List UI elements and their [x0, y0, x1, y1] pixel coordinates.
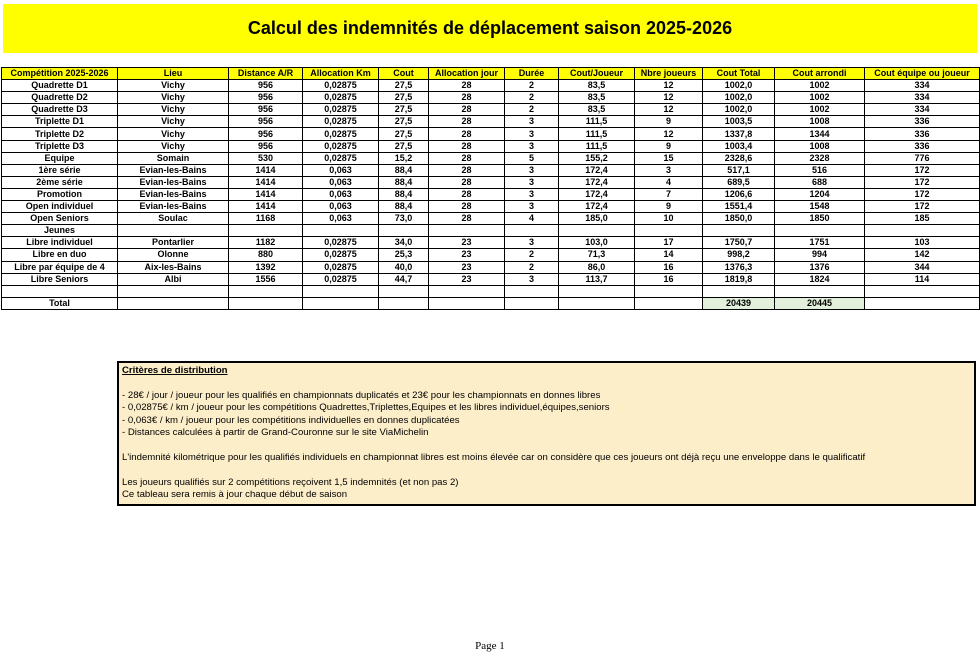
- table-cell: 28: [429, 152, 505, 164]
- criteria-footer-line: Les joueurs qualifiés sur 2 compétitions reçoivent 1,5 indemnités (et non pas 2): [122, 476, 459, 488]
- table-row: [2, 285, 980, 297]
- table-cell: 9: [635, 140, 703, 152]
- table-cell: 4: [635, 176, 703, 188]
- table-cell: [429, 285, 505, 297]
- table-cell: 1002,0: [703, 104, 775, 116]
- table-cell: Vichy: [118, 128, 229, 140]
- table-cell: Vichy: [118, 116, 229, 128]
- table-cell: Quadrette D1: [2, 80, 118, 92]
- table-cell: [429, 225, 505, 237]
- table-cell: 172: [865, 176, 980, 188]
- column-header: Allocation Km: [303, 68, 379, 80]
- table-cell: 2: [505, 104, 559, 116]
- table-cell: 688: [775, 176, 865, 188]
- table-cell: 1556: [229, 273, 303, 285]
- table-cell: 1750,7: [703, 237, 775, 249]
- table-row: [2, 237, 980, 249]
- table-cell: 28: [429, 176, 505, 188]
- total-cout: 20439: [703, 297, 775, 309]
- table-cell: 88,4: [379, 176, 429, 188]
- table-cell: 336: [865, 128, 980, 140]
- table-cell: 2328,6: [703, 152, 775, 164]
- table-cell: 956: [229, 128, 303, 140]
- table-cell: [118, 285, 229, 297]
- table-cell: 956: [229, 92, 303, 104]
- table-cell: 0,02875: [303, 273, 379, 285]
- table-cell: 530: [229, 152, 303, 164]
- table-cell: 1414: [229, 164, 303, 176]
- table-cell: 28: [429, 201, 505, 213]
- table-cell: 23: [429, 249, 505, 261]
- table-row: [2, 104, 980, 116]
- table-cell: 1824: [775, 273, 865, 285]
- table-cell: 4: [505, 213, 559, 225]
- table-cell: 1206,6: [703, 188, 775, 200]
- table-cell: 336: [865, 140, 980, 152]
- table-cell: 0,02875: [303, 92, 379, 104]
- table-cell: 9: [635, 201, 703, 213]
- table-cell: 334: [865, 92, 980, 104]
- criteria-line: - 0,063€ / km / joueur pour les compétitions individuelles en donnes duplicatées: [122, 414, 460, 426]
- table-cell: 1002,0: [703, 80, 775, 92]
- table-cell: 3: [505, 201, 559, 213]
- table-cell: 28: [429, 128, 505, 140]
- table-cell: Promotion: [2, 188, 118, 200]
- table-cell: 1850: [775, 213, 865, 225]
- table-cell: 1008: [775, 140, 865, 152]
- column-header: Cout/Joueur: [559, 68, 635, 80]
- table-cell: 3: [505, 188, 559, 200]
- table-row: [2, 213, 980, 225]
- indemnites-table: [1, 67, 980, 310]
- table-cell: [703, 285, 775, 297]
- table-cell: 103,0: [559, 237, 635, 249]
- table-cell: Evian-les-Bains: [118, 176, 229, 188]
- table-cell: 111,5: [559, 128, 635, 140]
- table-cell: 7: [635, 188, 703, 200]
- table-cell: 2ème série: [2, 176, 118, 188]
- table-row: [2, 176, 980, 188]
- table-header-row: [2, 68, 980, 80]
- table-cell: 155,2: [559, 152, 635, 164]
- column-header: Distance A/R: [229, 68, 303, 80]
- table-cell: 142: [865, 249, 980, 261]
- table-cell: 689,5: [703, 176, 775, 188]
- table-cell: 1002: [775, 92, 865, 104]
- total-label: Total: [2, 297, 118, 309]
- table-cell: Equipe: [2, 152, 118, 164]
- table-cell: Albi: [118, 273, 229, 285]
- table-cell: 776: [865, 152, 980, 164]
- table-cell: Triplette D2: [2, 128, 118, 140]
- total-row: [2, 297, 980, 309]
- table-cell: 28: [429, 92, 505, 104]
- table-cell: 28: [429, 213, 505, 225]
- table-cell: 956: [229, 104, 303, 116]
- title-banner: [3, 4, 977, 53]
- table-cell: Pontarlier: [118, 237, 229, 249]
- table-cell: 2328: [775, 152, 865, 164]
- table-cell: 1ère série: [2, 164, 118, 176]
- table-cell: 83,5: [559, 104, 635, 116]
- table-cell: 73,0: [379, 213, 429, 225]
- table-cell: 28: [429, 188, 505, 200]
- table-cell: 71,3: [559, 249, 635, 261]
- table-cell: 172: [865, 188, 980, 200]
- table-cell: 3: [505, 273, 559, 285]
- column-header: Cout équipe ou joueur: [865, 68, 980, 80]
- table-cell: 0,063: [303, 188, 379, 200]
- table-cell: Quadrette D2: [2, 92, 118, 104]
- table-cell: [703, 225, 775, 237]
- table-cell: [775, 225, 865, 237]
- table-cell: Evian-les-Bains: [118, 188, 229, 200]
- table-cell: 3: [505, 128, 559, 140]
- table-cell: 1003,5: [703, 116, 775, 128]
- table-body: [2, 80, 980, 298]
- column-header: Durée: [505, 68, 559, 80]
- criteria-line: - 28€ / jour / joueur pour les qualifiés en championnats duplicatés et 23€ pour les championnats en donnes libres: [122, 389, 601, 401]
- table-cell: [379, 225, 429, 237]
- table-cell: 1002: [775, 104, 865, 116]
- table-cell: 956: [229, 140, 303, 152]
- table-cell: 28: [429, 80, 505, 92]
- table-row: [2, 80, 980, 92]
- table-cell: 1548: [775, 201, 865, 213]
- table-cell: 334: [865, 80, 980, 92]
- table-row: [2, 164, 980, 176]
- table-cell: Triplette D3: [2, 140, 118, 152]
- table-cell: Quadrette D3: [2, 104, 118, 116]
- table-cell: Vichy: [118, 80, 229, 92]
- table-cell: 172,4: [559, 201, 635, 213]
- column-header: Compétition 2025-2026: [2, 68, 118, 80]
- table-cell: 998,2: [703, 249, 775, 261]
- table-cell: [635, 285, 703, 297]
- table-cell: 185,0: [559, 213, 635, 225]
- table-cell: 88,4: [379, 188, 429, 200]
- table-cell: 994: [775, 249, 865, 261]
- table-cell: 23: [429, 273, 505, 285]
- page-number: Page 1: [475, 640, 505, 652]
- table-cell: 27,5: [379, 80, 429, 92]
- table-cell: 1003,4: [703, 140, 775, 152]
- table-cell: 1392: [229, 261, 303, 273]
- table-cell: [865, 225, 980, 237]
- table-cell: 0,02875: [303, 80, 379, 92]
- table-cell: Olonne: [118, 249, 229, 261]
- table-cell: [2, 285, 118, 297]
- table-row: [2, 261, 980, 273]
- table-cell: 103: [865, 237, 980, 249]
- table-cell: Libre individuel: [2, 237, 118, 249]
- table-cell: 0,02875: [303, 104, 379, 116]
- criteria-title: Critères de distribution: [122, 365, 228, 376]
- table-cell: Libre par équipe de 4: [2, 261, 118, 273]
- table-cell: 17: [635, 237, 703, 249]
- table-cell: [379, 285, 429, 297]
- table-row: [2, 188, 980, 200]
- table-row: [2, 128, 980, 140]
- table-cell: 27,5: [379, 116, 429, 128]
- table-cell: 0,063: [303, 201, 379, 213]
- table-cell: Libre Seniors: [2, 273, 118, 285]
- table-cell: 12: [635, 92, 703, 104]
- table-cell: 0,02875: [303, 249, 379, 261]
- table-cell: 172,4: [559, 164, 635, 176]
- table-cell: 3: [505, 176, 559, 188]
- column-header: Cout Total: [703, 68, 775, 80]
- table-cell: [229, 285, 303, 297]
- table-cell: [118, 225, 229, 237]
- table-cell: 16: [635, 273, 703, 285]
- table-cell: 28: [429, 116, 505, 128]
- table-cell: 517,1: [703, 164, 775, 176]
- table-cell: Libre en duo: [2, 249, 118, 261]
- table-cell: Jeunes: [2, 225, 118, 237]
- column-header: Lieu: [118, 68, 229, 80]
- table-cell: 3: [635, 164, 703, 176]
- table-cell: 3: [505, 140, 559, 152]
- criteria-footer-line: Ce tableau sera remis à jour chaque début de saison: [122, 489, 348, 501]
- table-cell: 3: [505, 116, 559, 128]
- column-header: Nbre joueurs: [635, 68, 703, 80]
- table-cell: 0,02875: [303, 152, 379, 164]
- table-cell: 172,4: [559, 188, 635, 200]
- table-cell: 28: [429, 104, 505, 116]
- table-cell: 44,7: [379, 273, 429, 285]
- table-cell: 956: [229, 116, 303, 128]
- table-cell: 172,4: [559, 176, 635, 188]
- table-cell: 27,5: [379, 140, 429, 152]
- table-cell: 88,4: [379, 164, 429, 176]
- table-cell: 0,063: [303, 213, 379, 225]
- table-cell: 0,02875: [303, 237, 379, 249]
- table-cell: Open individuel: [2, 201, 118, 213]
- table-cell: 27,5: [379, 128, 429, 140]
- table-cell: 1002: [775, 80, 865, 92]
- table-cell: Somain: [118, 152, 229, 164]
- table-cell: 0,063: [303, 164, 379, 176]
- table-cell: 16: [635, 261, 703, 273]
- table-cell: 86,0: [559, 261, 635, 273]
- table-cell: 344: [865, 261, 980, 273]
- table-cell: [775, 285, 865, 297]
- table-cell: 88,4: [379, 201, 429, 213]
- table-cell: 12: [635, 128, 703, 140]
- table-cell: 10: [635, 213, 703, 225]
- table-cell: 1182: [229, 237, 303, 249]
- table-cell: 2: [505, 80, 559, 92]
- table-cell: 34,0: [379, 237, 429, 249]
- table-cell: 516: [775, 164, 865, 176]
- table-cell: 114: [865, 273, 980, 285]
- table-cell: 12: [635, 104, 703, 116]
- table-cell: 2: [505, 92, 559, 104]
- table-cell: 334: [865, 104, 980, 116]
- table-cell: 172: [865, 164, 980, 176]
- table-cell: 9: [635, 116, 703, 128]
- table-row: [2, 152, 980, 164]
- table-cell: 1819,8: [703, 273, 775, 285]
- table-cell: 1850,0: [703, 213, 775, 225]
- criteria-box: [117, 361, 976, 506]
- page-title: Calcul des indemnités de déplacement saison 2025-2026: [247, 18, 733, 38]
- table-cell: [505, 225, 559, 237]
- table-row: [2, 140, 980, 152]
- table-cell: 2: [505, 261, 559, 273]
- column-header: Cout: [379, 68, 429, 80]
- column-header: Allocation jour: [429, 68, 505, 80]
- criteria-line: - 0,02875€ / km / joueur pour les compétitions Quadrettes,Triplettes,Equipes et les libres individuel,équipes,seniors: [122, 402, 610, 414]
- table-cell: [559, 285, 635, 297]
- table-cell: 83,5: [559, 80, 635, 92]
- table-cell: 5: [505, 152, 559, 164]
- table-cell: 336: [865, 116, 980, 128]
- table-cell: 1002,0: [703, 92, 775, 104]
- table-cell: [303, 285, 379, 297]
- table-cell: 1344: [775, 128, 865, 140]
- table-cell: 1414: [229, 201, 303, 213]
- table-cell: 1751: [775, 237, 865, 249]
- column-header: Cout arrondi: [775, 68, 865, 80]
- table-cell: 1414: [229, 176, 303, 188]
- table-row: [2, 201, 980, 213]
- table-cell: Evian-les-Bains: [118, 201, 229, 213]
- table-cell: 1337,8: [703, 128, 775, 140]
- table-cell: 3: [505, 237, 559, 249]
- table-cell: [635, 225, 703, 237]
- table-cell: 880: [229, 249, 303, 261]
- table-cell: 185: [865, 213, 980, 225]
- table-cell: [303, 225, 379, 237]
- table-cell: 15: [635, 152, 703, 164]
- table-cell: [505, 285, 559, 297]
- table-cell: 2: [505, 249, 559, 261]
- table-row: [2, 225, 980, 237]
- table-cell: 40,0: [379, 261, 429, 273]
- table-cell: [865, 285, 980, 297]
- table-cell: 1414: [229, 188, 303, 200]
- table-cell: 83,5: [559, 92, 635, 104]
- table-cell: 27,5: [379, 104, 429, 116]
- table-cell: 0,02875: [303, 140, 379, 152]
- table-cell: Vichy: [118, 92, 229, 104]
- table-cell: Soulac: [118, 213, 229, 225]
- table-cell: 27,5: [379, 92, 429, 104]
- table-cell: [559, 225, 635, 237]
- table-cell: 1551,4: [703, 201, 775, 213]
- criteria-line: - Distances calculées à partir de Grand-Couronne sur le site ViaMichelin: [122, 427, 429, 439]
- table-cell: 14: [635, 249, 703, 261]
- table-cell: 0,02875: [303, 261, 379, 273]
- table-cell: 1008: [775, 116, 865, 128]
- table-cell: Vichy: [118, 104, 229, 116]
- table-cell: Open Seniors: [2, 213, 118, 225]
- table-cell: 111,5: [559, 140, 635, 152]
- table-cell: [229, 225, 303, 237]
- table-cell: 1168: [229, 213, 303, 225]
- criteria-note: L'indemnité kilométrique pour les qualifiés individuels en championnat libres est moins élevée car on considère que ces joueurs ont déjà reçu une enveloppe dans le qualificatif: [122, 451, 866, 463]
- table-cell: 12: [635, 80, 703, 92]
- table-cell: 1376,3: [703, 261, 775, 273]
- table-cell: 956: [229, 80, 303, 92]
- table-cell: Vichy: [118, 140, 229, 152]
- table-cell: 28: [429, 164, 505, 176]
- table-cell: 1376: [775, 261, 865, 273]
- table-cell: 15,2: [379, 152, 429, 164]
- table-cell: 113,7: [559, 273, 635, 285]
- table-row: [2, 116, 980, 128]
- table-cell: 172: [865, 201, 980, 213]
- table-cell: 0,063: [303, 176, 379, 188]
- table-row: [2, 273, 980, 285]
- table-cell: 0,02875: [303, 128, 379, 140]
- table-cell: 23: [429, 261, 505, 273]
- table-cell: 28: [429, 140, 505, 152]
- table-cell: 23: [429, 237, 505, 249]
- table-row: [2, 249, 980, 261]
- table-cell: Evian-les-Bains: [118, 164, 229, 176]
- table-cell: 1204: [775, 188, 865, 200]
- table-cell: Aix-les-Bains: [118, 261, 229, 273]
- table-cell: Triplette D1: [2, 116, 118, 128]
- table-cell: 0,02875: [303, 116, 379, 128]
- table-cell: 111,5: [559, 116, 635, 128]
- table-row: [2, 92, 980, 104]
- total-arrondi: 20445: [775, 297, 865, 309]
- table-cell: 25,3: [379, 249, 429, 261]
- table-cell: 3: [505, 164, 559, 176]
